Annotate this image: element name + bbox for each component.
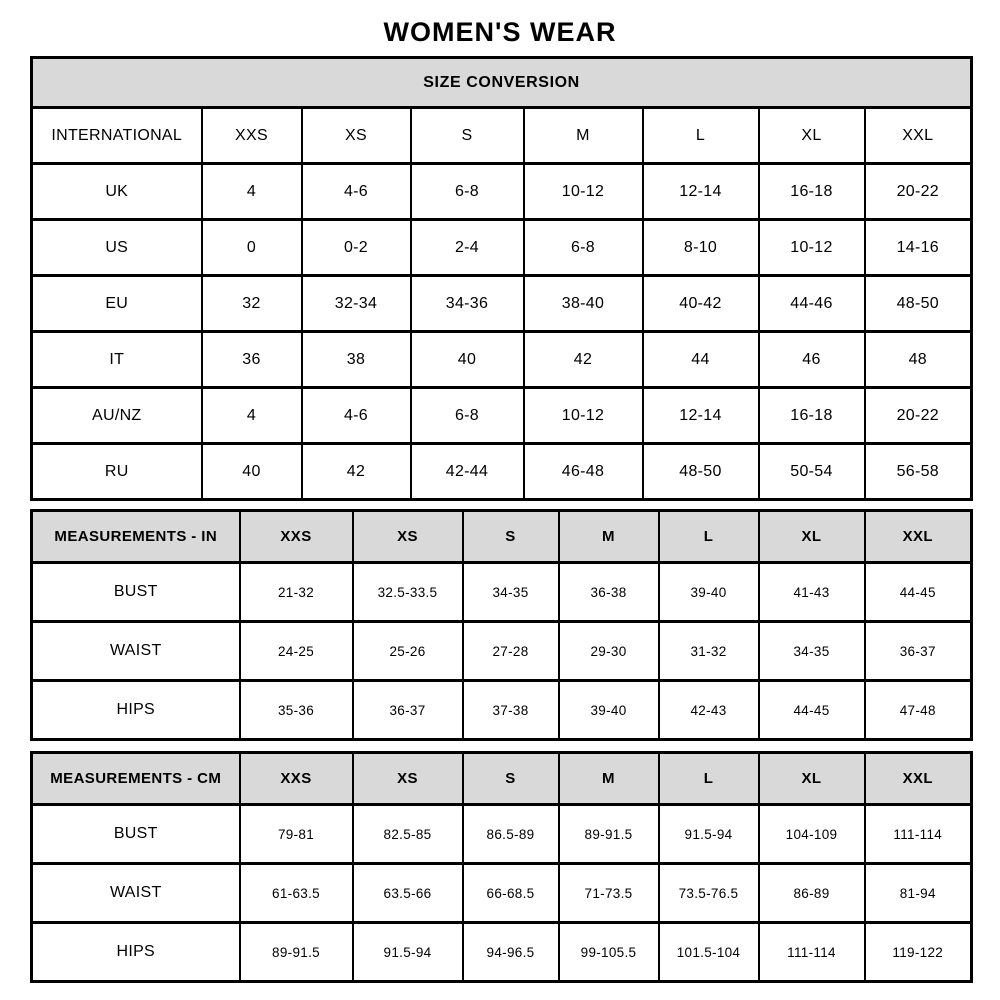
row-label: IT [32, 332, 202, 388]
value-cell: 38 [302, 332, 411, 388]
value-cell: 12-14 [643, 388, 759, 444]
size-col-header: XXS [202, 108, 302, 164]
value-cell: 39-40 [559, 681, 659, 740]
row-label: WAIST [32, 864, 240, 923]
value-cell: 44-45 [759, 681, 865, 740]
size-col-header: XS [353, 753, 463, 805]
size-col-header: XL [759, 511, 865, 563]
measurements-cm-title: MEASUREMENTS - CM [32, 753, 240, 805]
value-cell: 46 [759, 332, 865, 388]
value-cell: 42 [524, 332, 643, 388]
table-row [32, 681, 972, 740]
measurements-in-body [32, 563, 972, 740]
value-cell: 111-114 [759, 923, 865, 982]
value-cell: 61-63.5 [240, 864, 353, 923]
value-cell: 42-44 [411, 444, 524, 500]
row-label: WAIST [32, 622, 240, 681]
size-conversion-table [30, 56, 973, 501]
value-cell: 36 [202, 332, 302, 388]
value-cell: 12-14 [643, 164, 759, 220]
size-col-header: XL [759, 108, 865, 164]
value-cell: 36-37 [353, 681, 463, 740]
table-row [32, 164, 972, 220]
value-cell: 31-32 [659, 622, 759, 681]
value-cell: 119-122 [865, 923, 972, 982]
size-conversion-header-row [32, 108, 972, 164]
value-cell: 89-91.5 [240, 923, 353, 982]
size-col-header: XXL [865, 511, 972, 563]
value-cell: 32-34 [302, 276, 411, 332]
value-cell: 79-81 [240, 805, 353, 864]
value-cell: 10-12 [524, 388, 643, 444]
value-cell: 38-40 [524, 276, 643, 332]
table-row [32, 388, 972, 444]
value-cell: 86.5-89 [463, 805, 559, 864]
value-cell: 36-37 [865, 622, 972, 681]
value-cell: 91.5-94 [353, 923, 463, 982]
table-gap [30, 741, 970, 751]
table-row [32, 622, 972, 681]
value-cell: 27-28 [463, 622, 559, 681]
size-col-header: XXL [865, 108, 972, 164]
row-label: AU/NZ [32, 388, 202, 444]
value-cell: 40 [411, 332, 524, 388]
table-row [32, 444, 972, 500]
size-col-header: M [524, 108, 643, 164]
value-cell: 6-8 [411, 164, 524, 220]
value-cell: 63.5-66 [353, 864, 463, 923]
table-row [32, 220, 972, 276]
value-cell: 24-25 [240, 622, 353, 681]
value-cell: 34-36 [411, 276, 524, 332]
row-label: RU [32, 444, 202, 500]
value-cell: 20-22 [865, 388, 972, 444]
value-cell: 44-45 [865, 563, 972, 622]
measurements-cm-body [32, 805, 972, 982]
size-conversion-banner: SIZE CONVERSION [32, 58, 972, 108]
size-col-header: L [659, 511, 759, 563]
size-col-header: M [559, 511, 659, 563]
value-cell: 35-36 [240, 681, 353, 740]
size-col-header: L [643, 108, 759, 164]
value-cell: 42 [302, 444, 411, 500]
value-cell: 0 [202, 220, 302, 276]
measurements-in-title: MEASUREMENTS - IN [32, 511, 240, 563]
value-cell: 16-18 [759, 164, 865, 220]
size-conversion-body [32, 164, 972, 500]
value-cell: 37-38 [463, 681, 559, 740]
value-cell: 48-50 [643, 444, 759, 500]
value-cell: 40-42 [643, 276, 759, 332]
value-cell: 99-105.5 [559, 923, 659, 982]
size-conversion-banner-row [32, 58, 972, 108]
row-label: US [32, 220, 202, 276]
size-col-header: XS [302, 108, 411, 164]
measurements-in-header-row [32, 511, 972, 563]
size-col-header: S [463, 511, 559, 563]
value-cell: 20-22 [865, 164, 972, 220]
size-col-header: XXS [240, 511, 353, 563]
table-row [32, 923, 972, 982]
value-cell: 101.5-104 [659, 923, 759, 982]
value-cell: 73.5-76.5 [659, 864, 759, 923]
value-cell: 4 [202, 388, 302, 444]
size-col-header: S [411, 108, 524, 164]
value-cell: 44 [643, 332, 759, 388]
value-cell: 14-16 [865, 220, 972, 276]
value-cell: 34-35 [759, 622, 865, 681]
measurements-cm-table [30, 751, 973, 983]
size-col-header: XXS [240, 753, 353, 805]
measurements-cm-header-row [32, 753, 972, 805]
value-cell: 8-10 [643, 220, 759, 276]
value-cell: 39-40 [659, 563, 759, 622]
value-cell: 91.5-94 [659, 805, 759, 864]
measurements-in-table [30, 509, 973, 741]
size-col-header: XS [353, 511, 463, 563]
value-cell: 10-12 [524, 164, 643, 220]
value-cell: 6-8 [411, 388, 524, 444]
table-gap [30, 501, 970, 509]
value-cell: 47-48 [865, 681, 972, 740]
value-cell: 44-46 [759, 276, 865, 332]
value-cell: 86-89 [759, 864, 865, 923]
international-label: INTERNATIONAL [32, 108, 202, 164]
value-cell: 25-26 [353, 622, 463, 681]
row-label: EU [32, 276, 202, 332]
size-col-header: XL [759, 753, 865, 805]
table-row [32, 332, 972, 388]
value-cell: 6-8 [524, 220, 643, 276]
page-title: WOMEN'S WEAR [383, 17, 617, 47]
value-cell: 4-6 [302, 164, 411, 220]
row-label: BUST [32, 563, 240, 622]
value-cell: 42-43 [659, 681, 759, 740]
value-cell: 32 [202, 276, 302, 332]
size-col-header: M [559, 753, 659, 805]
value-cell: 10-12 [759, 220, 865, 276]
size-col-header: L [659, 753, 759, 805]
value-cell: 36-38 [559, 563, 659, 622]
value-cell: 104-109 [759, 805, 865, 864]
value-cell: 66-68.5 [463, 864, 559, 923]
value-cell: 46-48 [524, 444, 643, 500]
table-row [32, 864, 972, 923]
value-cell: 81-94 [865, 864, 972, 923]
table-row [32, 805, 972, 864]
value-cell: 48-50 [865, 276, 972, 332]
value-cell: 4-6 [302, 388, 411, 444]
value-cell: 111-114 [865, 805, 972, 864]
value-cell: 82.5-85 [353, 805, 463, 864]
size-col-header: S [463, 753, 559, 805]
table-row [32, 276, 972, 332]
value-cell: 56-58 [865, 444, 972, 500]
row-label: BUST [32, 805, 240, 864]
value-cell: 89-91.5 [559, 805, 659, 864]
value-cell: 0-2 [302, 220, 411, 276]
value-cell: 48 [865, 332, 972, 388]
row-label: UK [32, 164, 202, 220]
value-cell: 50-54 [759, 444, 865, 500]
value-cell: 2-4 [411, 220, 524, 276]
value-cell: 16-18 [759, 388, 865, 444]
value-cell: 41-43 [759, 563, 865, 622]
row-label: HIPS [32, 923, 240, 982]
value-cell: 32.5-33.5 [353, 563, 463, 622]
value-cell: 4 [202, 164, 302, 220]
value-cell: 29-30 [559, 622, 659, 681]
value-cell: 71-73.5 [559, 864, 659, 923]
value-cell: 40 [202, 444, 302, 500]
value-cell: 21-32 [240, 563, 353, 622]
size-col-header: XXL [865, 753, 972, 805]
value-cell: 34-35 [463, 563, 559, 622]
value-cell: 94-96.5 [463, 923, 559, 982]
row-label: HIPS [32, 681, 240, 740]
table-row [32, 563, 972, 622]
